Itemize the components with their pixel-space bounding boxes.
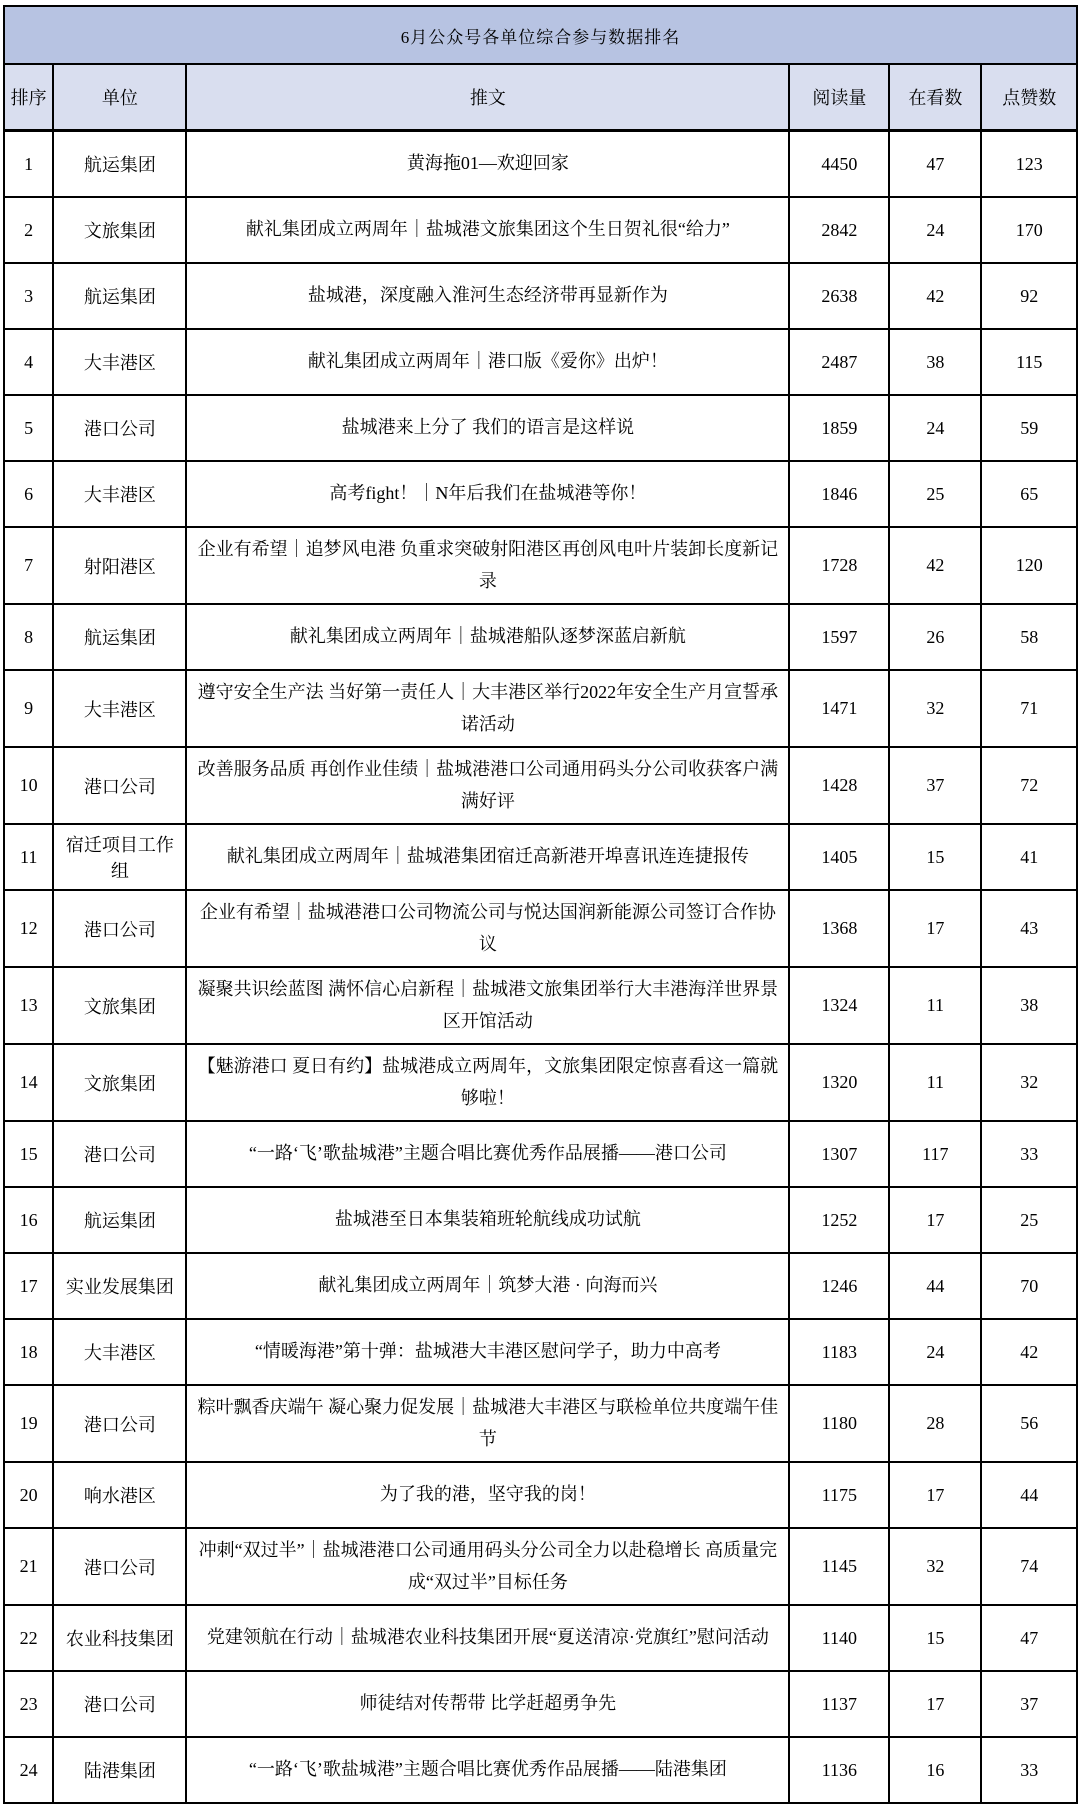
reads-cell: 2487: [789, 329, 889, 395]
tweet-cell: 高考fight！｜N年后我们在盐城港等你！: [186, 461, 789, 527]
likes-cell: 41: [981, 824, 1077, 890]
unit-cell: 大丰港区: [53, 670, 186, 747]
rank-cell: 22: [4, 1605, 53, 1671]
table-row: [4, 670, 1077, 747]
reads-cell: 2842: [789, 197, 889, 263]
tweet-cell: 冲刺“双过半”｜盐城港港口公司通用码头分公司全力以赴稳增长 高质量完成“双过半”目标任务: [186, 1528, 789, 1605]
unit-cell: 航运集团: [53, 263, 186, 329]
rank-cell: 10: [4, 747, 53, 824]
table-row: [4, 1528, 1077, 1605]
tweet-cell: 企业有希望｜追梦风电港 负重求突破射阳港区再创风电叶片装卸长度新记录: [186, 527, 789, 604]
watching-cell: 24: [889, 395, 981, 461]
unit-cell: 射阳港区: [53, 527, 186, 604]
likes-cell: 71: [981, 670, 1077, 747]
unit-cell: 港口公司: [53, 395, 186, 461]
rank-cell: 6: [4, 461, 53, 527]
likes-cell: 72: [981, 747, 1077, 824]
unit-cell: 港口公司: [53, 890, 186, 967]
unit-cell: 响水港区: [53, 1462, 186, 1528]
tweet-cell: 献礼集团成立两周年｜筑梦大港 · 向海而兴: [186, 1253, 789, 1319]
likes-cell: 43: [981, 890, 1077, 967]
unit-cell: 港口公司: [53, 1671, 186, 1737]
reads-cell: 1246: [789, 1253, 889, 1319]
reads-cell: 1145: [789, 1528, 889, 1605]
rank-cell: 9: [4, 670, 53, 747]
unit-cell: 港口公司: [53, 747, 186, 824]
unit-cell: 实业发展集团: [53, 1253, 186, 1319]
likes-cell: 120: [981, 527, 1077, 604]
unit-cell: 文旅集团: [53, 1044, 186, 1121]
tweet-cell: 【魅游港口 夏日有约】盐城港成立两周年，文旅集团限定惊喜看这一篇就够啦！: [186, 1044, 789, 1121]
table-row: [4, 461, 1077, 527]
tweet-cell: 盐城港，深度融入淮河生态经济带再显新作为: [186, 263, 789, 329]
watching-cell: 17: [889, 890, 981, 967]
table-row: [4, 329, 1077, 395]
reads-cell: 1368: [789, 890, 889, 967]
rank-cell: 5: [4, 395, 53, 461]
table-row: [4, 263, 1077, 329]
reads-cell: 1471: [789, 670, 889, 747]
reads-cell: 1307: [789, 1121, 889, 1187]
rank-cell: 8: [4, 604, 53, 670]
rank-cell: 14: [4, 1044, 53, 1121]
tweet-cell: 企业有希望｜盐城港港口公司物流公司与悦达国润新能源公司签订合作协议: [186, 890, 789, 967]
likes-cell: 59: [981, 395, 1077, 461]
column-header-tweet: 推文: [186, 64, 789, 131]
likes-cell: 25: [981, 1187, 1077, 1253]
table-row: [4, 890, 1077, 967]
column-header-unit: 单位: [53, 64, 186, 131]
unit-cell: 港口公司: [53, 1528, 186, 1605]
table-row: [4, 1385, 1077, 1462]
tweet-cell: 盐城港至日本集装箱班轮航线成功试航: [186, 1187, 789, 1253]
rank-cell: 20: [4, 1462, 53, 1528]
likes-cell: 70: [981, 1253, 1077, 1319]
reads-cell: 1180: [789, 1385, 889, 1462]
tweet-cell: 献礼集团成立两周年｜盐城港船队逐梦深蓝启新航: [186, 604, 789, 670]
likes-cell: 38: [981, 967, 1077, 1044]
reads-cell: 1859: [789, 395, 889, 461]
watching-cell: 37: [889, 747, 981, 824]
likes-cell: 123: [981, 131, 1077, 198]
watching-cell: 24: [889, 197, 981, 263]
watching-cell: 15: [889, 1605, 981, 1671]
rank-cell: 1: [4, 131, 53, 198]
unit-cell: 港口公司: [53, 1121, 186, 1187]
table-row: [4, 1253, 1077, 1319]
watching-cell: 17: [889, 1187, 981, 1253]
column-header-watching: 在看数: [889, 64, 981, 131]
watching-cell: 28: [889, 1385, 981, 1462]
unit-cell: 航运集团: [53, 131, 186, 198]
reads-cell: 1405: [789, 824, 889, 890]
likes-cell: 44: [981, 1462, 1077, 1528]
reads-cell: 1183: [789, 1319, 889, 1385]
watching-cell: 44: [889, 1253, 981, 1319]
rank-cell: 19: [4, 1385, 53, 1462]
tweet-cell: “情暖海港”第十弹：盐城港大丰港区慰问学子，助力中高考: [186, 1319, 789, 1385]
tweet-cell: 师徒结对传帮带 比学赶超勇争先: [186, 1671, 789, 1737]
likes-cell: 56: [981, 1385, 1077, 1462]
likes-cell: 170: [981, 197, 1077, 263]
table-row: [4, 395, 1077, 461]
likes-cell: 65: [981, 461, 1077, 527]
table-row: [4, 1187, 1077, 1253]
watching-cell: 15: [889, 824, 981, 890]
rank-cell: 11: [4, 824, 53, 890]
rank-cell: 7: [4, 527, 53, 604]
unit-cell: 大丰港区: [53, 461, 186, 527]
watching-cell: 32: [889, 670, 981, 747]
likes-cell: 92: [981, 263, 1077, 329]
watching-cell: 32: [889, 1528, 981, 1605]
table-body: [4, 131, 1077, 1804]
tweet-cell: 改善服务品质 再创作业佳绩｜盐城港港口公司通用码头分公司收获客户满满好评: [186, 747, 789, 824]
watching-cell: 11: [889, 967, 981, 1044]
tweet-cell: 献礼集团成立两周年｜港口版《爱你》出炉！: [186, 329, 789, 395]
likes-cell: 32: [981, 1044, 1077, 1121]
rank-cell: 24: [4, 1737, 53, 1803]
tweet-cell: 凝聚共识绘蓝图 满怀信心启新程｜盐城港文旅集团举行大丰港海洋世界景区开馆活动: [186, 967, 789, 1044]
unit-cell: 文旅集团: [53, 197, 186, 263]
table-row: [4, 1319, 1077, 1385]
watching-cell: 24: [889, 1319, 981, 1385]
column-header-reads: 阅读量: [789, 64, 889, 131]
watching-cell: 26: [889, 604, 981, 670]
table-row: [4, 747, 1077, 824]
tweet-cell: 献礼集团成立两周年｜盐城港文旅集团这个生日贺礼很“给力”: [186, 197, 789, 263]
reads-cell: 4450: [789, 131, 889, 198]
rank-cell: 18: [4, 1319, 53, 1385]
watching-cell: 11: [889, 1044, 981, 1121]
reads-cell: 1597: [789, 604, 889, 670]
watching-cell: 16: [889, 1737, 981, 1803]
rank-cell: 3: [4, 263, 53, 329]
reads-cell: 1728: [789, 527, 889, 604]
reads-cell: 1252: [789, 1187, 889, 1253]
reads-cell: 1137: [789, 1671, 889, 1737]
watching-cell: 42: [889, 527, 981, 604]
table-row: [4, 197, 1077, 263]
likes-cell: 33: [981, 1737, 1077, 1803]
likes-cell: 115: [981, 329, 1077, 395]
tweet-cell: “一路‘飞’歌盐城港”主题合唱比赛优秀作品展播——港口公司: [186, 1121, 789, 1187]
table-row: [4, 527, 1077, 604]
watching-cell: 17: [889, 1671, 981, 1737]
table-row: [4, 967, 1077, 1044]
tweet-cell: 为了我的港，坚守我的岗！: [186, 1462, 789, 1528]
table-title-row: [4, 6, 1077, 64]
reads-cell: 1324: [789, 967, 889, 1044]
likes-cell: 47: [981, 1605, 1077, 1671]
unit-cell: 大丰港区: [53, 1319, 186, 1385]
unit-cell: 港口公司: [53, 1385, 186, 1462]
likes-cell: 74: [981, 1528, 1077, 1605]
table-title: 6月公众号各单位综合参与数据排名: [4, 6, 1077, 64]
unit-cell: 大丰港区: [53, 329, 186, 395]
unit-cell: 航运集团: [53, 1187, 186, 1253]
tweet-cell: “一路‘飞’歌盐城港”主题合唱比赛优秀作品展播——陆港集团: [186, 1737, 789, 1803]
unit-cell: 航运集团: [53, 604, 186, 670]
tweet-cell: 盐城港来上分了 我们的语言是这样说: [186, 395, 789, 461]
watching-cell: 47: [889, 131, 981, 198]
unit-cell: 宿迁项目工作组: [53, 824, 186, 890]
rank-cell: 13: [4, 967, 53, 1044]
likes-cell: 37: [981, 1671, 1077, 1737]
watching-cell: 38: [889, 329, 981, 395]
table-row: [4, 131, 1077, 198]
table-row: [4, 824, 1077, 890]
table-row: [4, 1462, 1077, 1528]
column-header-rank: 排序: [4, 64, 53, 131]
rank-cell: 16: [4, 1187, 53, 1253]
ranking-table: [3, 5, 1078, 1804]
tweet-cell: 党建领航在行动｜盐城港农业科技集团开展“夏送清凉·党旗红”慰问活动: [186, 1605, 789, 1671]
tweet-cell: 遵守安全生产法 当好第一责任人｜大丰港区举行2022年安全生产月宣誓承诺活动: [186, 670, 789, 747]
table-row: [4, 1044, 1077, 1121]
watching-cell: 42: [889, 263, 981, 329]
tweet-cell: 粽叶飘香庆端午 凝心聚力促发展｜盐城港大丰港区与联检单位共度端午佳节: [186, 1385, 789, 1462]
rank-cell: 23: [4, 1671, 53, 1737]
rank-cell: 15: [4, 1121, 53, 1187]
unit-cell: 陆港集团: [53, 1737, 186, 1803]
rank-cell: 4: [4, 329, 53, 395]
reads-cell: 1136: [789, 1737, 889, 1803]
likes-cell: 42: [981, 1319, 1077, 1385]
rank-cell: 2: [4, 197, 53, 263]
reads-cell: 2638: [789, 263, 889, 329]
table-header-row: [4, 64, 1077, 131]
tweet-cell: 黄海拖01—欢迎回家: [186, 131, 789, 198]
watching-cell: 25: [889, 461, 981, 527]
rank-cell: 12: [4, 890, 53, 967]
tweet-cell: 献礼集团成立两周年｜盐城港集团宿迁高新港开埠喜讯连连捷报传: [186, 824, 789, 890]
reads-cell: 1175: [789, 1462, 889, 1528]
unit-cell: 文旅集团: [53, 967, 186, 1044]
reads-cell: 1140: [789, 1605, 889, 1671]
table-row: [4, 1671, 1077, 1737]
likes-cell: 33: [981, 1121, 1077, 1187]
rank-cell: 17: [4, 1253, 53, 1319]
table-row: [4, 1121, 1077, 1187]
column-header-likes: 点赞数: [981, 64, 1077, 131]
table-row: [4, 1737, 1077, 1803]
reads-cell: 1846: [789, 461, 889, 527]
likes-cell: 58: [981, 604, 1077, 670]
unit-cell: 农业科技集团: [53, 1605, 186, 1671]
watching-cell: 17: [889, 1462, 981, 1528]
watching-cell: 117: [889, 1121, 981, 1187]
rank-cell: 21: [4, 1528, 53, 1605]
table-row: [4, 1605, 1077, 1671]
table-row: [4, 604, 1077, 670]
reads-cell: 1428: [789, 747, 889, 824]
reads-cell: 1320: [789, 1044, 889, 1121]
